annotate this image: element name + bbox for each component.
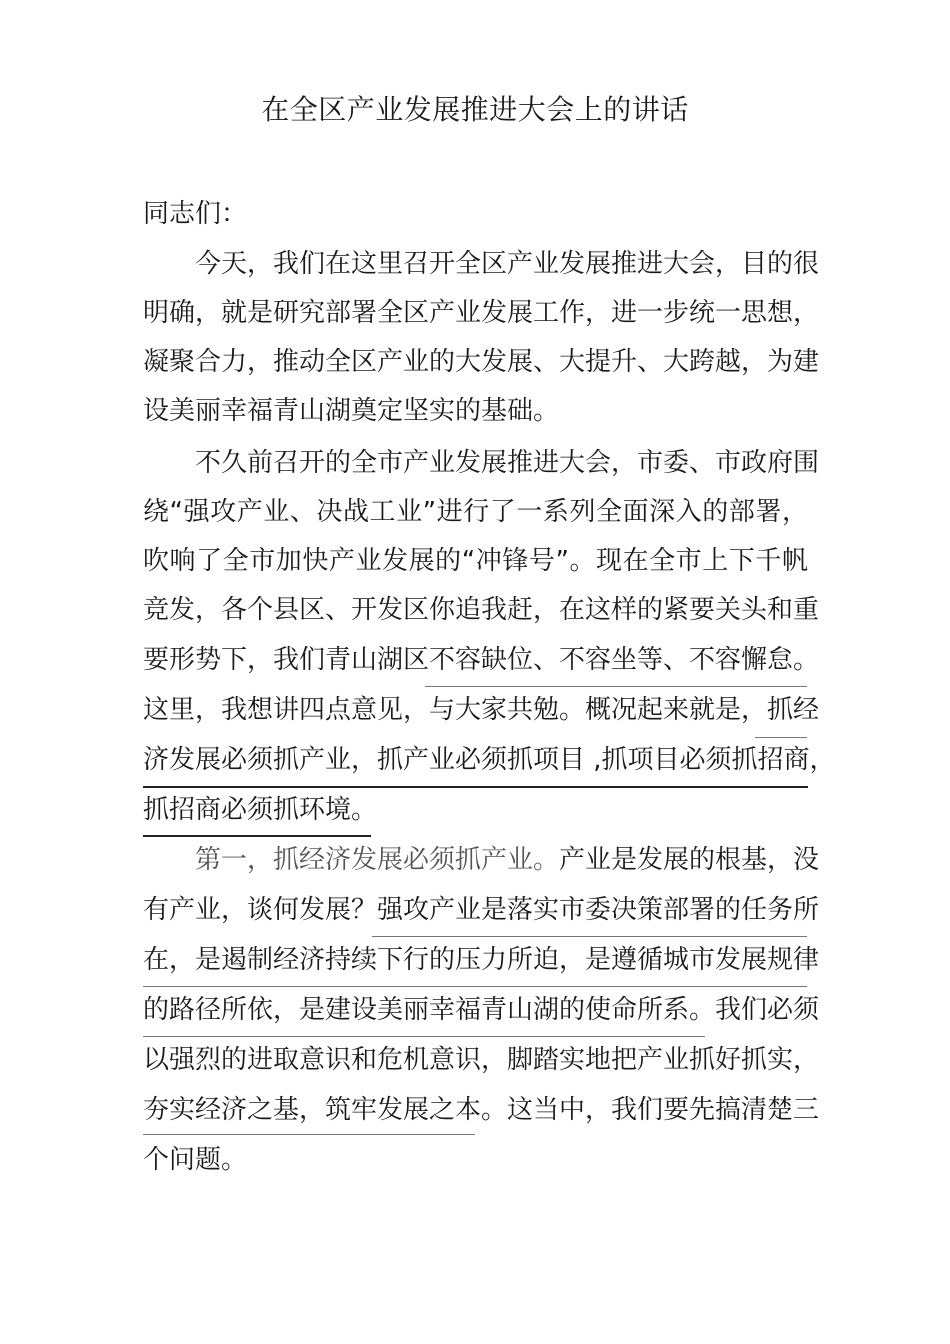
paragraph-line: 夯实经济之基，筑牢发展之本。这当中，我们要先搞清楚三 [143, 1095, 820, 1125]
paragraph-line: 济发展必须抓产业，抓产业必须抓项目 ,抓项目必须抓招商， [143, 745, 836, 775]
salutation: 同志们： [143, 199, 248, 229]
paragraph-line: 明确，就是研究部署全区产业发展工作，进一步统一思想， [143, 298, 820, 328]
paragraph-line: 今天，我们在这里召开全区产业发展推进大会，目的很 [195, 249, 820, 279]
paragraph-line: 个问题。 [143, 1145, 248, 1175]
underline-rule [755, 737, 807, 738]
section-first-line [195, 840, 820, 880]
paragraph-line: 这里，我想讲四点意见，与大家共勉。概况起来就是，抓经 [143, 695, 820, 725]
underline-rule [143, 986, 807, 987]
paragraph-line: 要形势下，我们青山湖区不容缺位、不容坐等、不容懈怠。 [143, 645, 820, 675]
paragraph-line: 以强烈的进取意识和危机意识，脚踏实地把产业抓好抓实， [143, 1045, 820, 1075]
paragraph-line: 有产业，谈何发展？强攻产业是落实市委决策部署的任务所 [143, 895, 820, 925]
underline-rule [372, 936, 807, 937]
paragraph-line: 凝聚合力，推动全区产业的大发展、大提升、大跨越，为建 [143, 347, 820, 377]
paragraph-line: 绕“强攻产业、决战工业”进行了一系列全面深入的部署， [143, 497, 808, 527]
paragraph-line: 吹响了全市加快产业发展的“冲锋号”。现在全市上下千帆 [143, 546, 808, 576]
underline-rule [143, 1036, 705, 1037]
paragraph-line: 设美丽幸福青山湖奠定坚实的基础。 [143, 396, 560, 426]
paragraph-line: 竞发，各个县区、开发区你追我赶，在这样的紧要关头和重 [143, 595, 820, 625]
underline-rule [425, 686, 807, 687]
paragraph-line: 在，是遏制经济持续下行的压力所迫，是遵循城市发展规律 [143, 945, 820, 975]
document-title: 在全区产业发展推进大会上的讲话 [261, 93, 689, 126]
underline-rule [143, 786, 808, 788]
paragraph-line: 不久前召开的全市产业发展推进大会，市委、市政府围 [195, 448, 820, 478]
paragraph-line: 的路径所依，是建设美丽幸福青山湖的使命所系。我们必须 [143, 995, 820, 1025]
section-heading: 第一，抓经济发展必须抓产业。 [195, 845, 560, 875]
underline-rule [143, 1134, 475, 1135]
paragraph-line: 抓招商必须抓环境。 [143, 795, 378, 825]
section-first-line-text: 产业是发展的根基，没 [559, 845, 820, 875]
underline-rule [143, 835, 371, 837]
